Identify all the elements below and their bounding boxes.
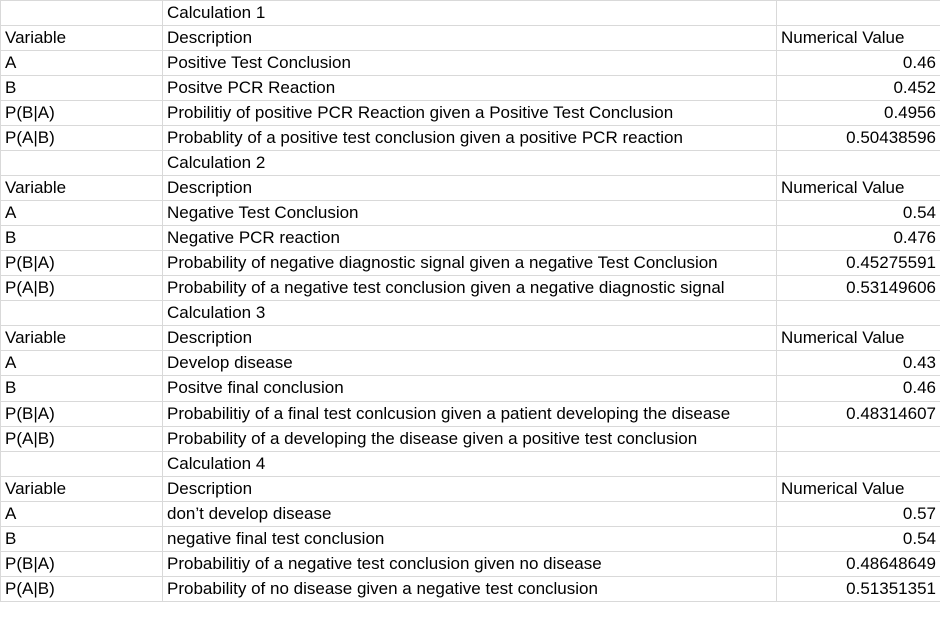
table-row [1, 476, 940, 501]
cell-value[interactable] [777, 301, 940, 326]
cell-description[interactable]: Probability of a negative test conclusion given a negative diagnostic signal [163, 276, 777, 301]
table-row [1, 201, 940, 226]
cell-variable[interactable] [1, 301, 163, 326]
cell-value[interactable]: 0.48314607 [777, 401, 940, 426]
cell-variable[interactable]: P(B|A) [1, 251, 163, 276]
cell-value[interactable]: 0.57 [777, 501, 940, 526]
cell-description[interactable]: Probability of no disease given a negative test conclusion [163, 576, 777, 601]
table-row [1, 26, 940, 51]
cell-variable[interactable]: B [1, 76, 163, 101]
cell-value[interactable]: 0.48648649 [777, 551, 940, 576]
cell-variable[interactable]: P(A|B) [1, 126, 163, 151]
cell-value[interactable]: 0.4956 [777, 101, 940, 126]
table-row [1, 501, 940, 526]
cell-description[interactable]: don’t develop disease [163, 501, 777, 526]
table-row [1, 151, 940, 176]
cell-description[interactable]: Positve PCR Reaction [163, 76, 777, 101]
table-row [1, 101, 940, 126]
table-row [1, 126, 940, 151]
cell-description[interactable]: Positive Test Conclusion [163, 51, 777, 76]
cell-description[interactable]: Probabilitiy of a final test conlcusion given a patient developing the disease [163, 401, 777, 426]
cell-description[interactable]: Probabilitiy of a negative test conclusion given no disease [163, 551, 777, 576]
cell-description[interactable]: Probability of a developing the disease given a positive test conclusion [163, 426, 777, 451]
cell-value[interactable] [777, 451, 940, 476]
cell-description[interactable]: Description [163, 26, 777, 51]
cell-variable[interactable]: P(B|A) [1, 401, 163, 426]
cell-description[interactable]: Calculation 2 [163, 151, 777, 176]
cell-variable[interactable]: B [1, 376, 163, 401]
table-row [1, 526, 940, 551]
cell-description[interactable]: negative final test conclusion [163, 526, 777, 551]
cell-description[interactable]: Description [163, 476, 777, 501]
cell-value[interactable]: 0.476 [777, 226, 940, 251]
cell-value[interactable]: 0.43 [777, 351, 940, 376]
cell-value[interactable]: Numerical Value [777, 476, 940, 501]
cell-description[interactable]: Probability of negative diagnostic signal given a negative Test Conclusion [163, 251, 777, 276]
table-row [1, 376, 940, 401]
cell-variable[interactable]: P(A|B) [1, 276, 163, 301]
cell-description[interactable]: Develop disease [163, 351, 777, 376]
cell-variable[interactable]: P(B|A) [1, 101, 163, 126]
table-row [1, 401, 940, 426]
cell-variable[interactable]: Variable [1, 326, 163, 351]
cell-value[interactable]: 0.54 [777, 526, 940, 551]
cell-value[interactable]: 0.50438596 [777, 126, 940, 151]
cell-value[interactable]: 0.53149606 [777, 276, 940, 301]
cell-description[interactable]: Positve final conclusion [163, 376, 777, 401]
cell-variable[interactable]: B [1, 526, 163, 551]
cell-value[interactable]: 0.51351351 [777, 576, 940, 601]
table-row [1, 426, 940, 451]
cell-value[interactable]: 0.45275591 [777, 251, 940, 276]
cell-description[interactable]: Negative PCR reaction [163, 226, 777, 251]
cell-value[interactable] [777, 426, 940, 451]
cell-description[interactable]: Description [163, 326, 777, 351]
table-row [1, 226, 940, 251]
table-row [1, 76, 940, 101]
cell-variable[interactable]: Variable [1, 26, 163, 51]
cell-value[interactable]: 0.46 [777, 376, 940, 401]
cell-description[interactable]: Description [163, 176, 777, 201]
table-row [1, 551, 940, 576]
cell-variable[interactable] [1, 151, 163, 176]
cell-value[interactable]: 0.54 [777, 201, 940, 226]
table-row [1, 176, 940, 201]
cell-variable[interactable]: P(A|B) [1, 426, 163, 451]
table-row [1, 326, 940, 351]
table-row [1, 451, 940, 476]
cell-variable[interactable]: B [1, 226, 163, 251]
spreadsheet-body [1, 1, 940, 602]
cell-value[interactable]: Numerical Value [777, 326, 940, 351]
table-row [1, 576, 940, 601]
cell-variable[interactable]: A [1, 201, 163, 226]
cell-value[interactable]: Numerical Value [777, 26, 940, 51]
cell-description[interactable]: Negative Test Conclusion [163, 201, 777, 226]
cell-value[interactable]: Numerical Value [777, 176, 940, 201]
table-row [1, 251, 940, 276]
cell-variable[interactable]: Variable [1, 476, 163, 501]
cell-value[interactable]: 0.452 [777, 76, 940, 101]
cell-description[interactable]: Calculation 1 [163, 1, 777, 26]
cell-description[interactable]: Calculation 4 [163, 451, 777, 476]
cell-variable[interactable]: P(A|B) [1, 576, 163, 601]
cell-description[interactable]: Probilitiy of positive PCR Reaction given a Positive Test Conclusion [163, 101, 777, 126]
cell-variable[interactable]: A [1, 501, 163, 526]
cell-variable[interactable]: A [1, 51, 163, 76]
table-row [1, 351, 940, 376]
cell-variable[interactable] [1, 451, 163, 476]
cell-value[interactable] [777, 151, 940, 176]
table-row [1, 301, 940, 326]
cell-variable[interactable]: Variable [1, 176, 163, 201]
cell-value[interactable] [777, 1, 940, 26]
cell-value[interactable]: 0.46 [777, 51, 940, 76]
table-row [1, 51, 940, 76]
cell-description[interactable]: Calculation 3 [163, 301, 777, 326]
cell-variable[interactable]: P(B|A) [1, 551, 163, 576]
table-row [1, 276, 940, 301]
cell-description[interactable]: Probablity of a positive test conclusion given a positive PCR reaction [163, 126, 777, 151]
cell-variable[interactable] [1, 1, 163, 26]
cell-variable[interactable]: A [1, 351, 163, 376]
table-row [1, 1, 940, 26]
